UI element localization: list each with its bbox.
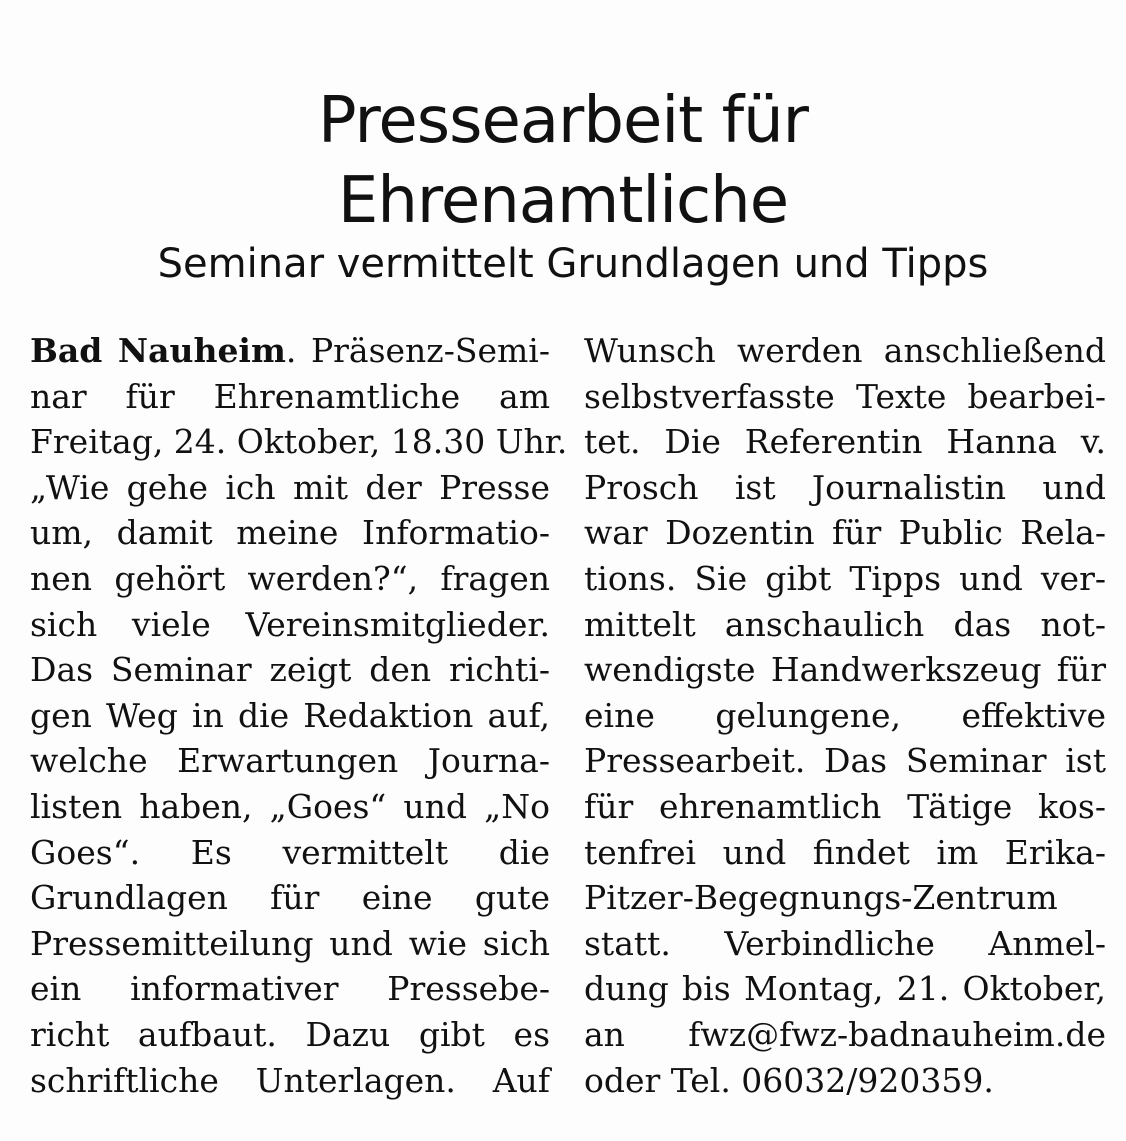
right-line-11: für ehrenamtlich Tätige kos- <box>584 786 1106 826</box>
right-line-8: wendigste Handwerkszeug für <box>584 650 1106 690</box>
right-line-1: Wunsch werden anschließend <box>584 331 1106 370</box>
left-line-8: Das Seminar zeigt den richti- <box>30 650 550 690</box>
left-line-4: „Wie gehe ich mit der Presse <box>30 467 550 507</box>
right-line-16: an fwz@fwz-badnauheim.de <box>584 1014 1106 1054</box>
left-line-16: richt aufbaut. Dazu gibt es <box>30 1014 550 1054</box>
right-line-15: dung bis Montag, 21. Oktober, <box>584 969 1106 1009</box>
right-line-5: war Dozentin für Public Rela- <box>584 513 1106 553</box>
left-line-7: sich viele Vereinsmitglieder. <box>30 604 550 644</box>
right-line-9: eine gelungene, effektive <box>584 695 1106 735</box>
article-column-right <box>584 328 1106 1103</box>
left-line-1 <box>30 328 550 374</box>
left-line-9: gen Weg in die Redaktion auf, <box>30 695 550 735</box>
headline <box>0 81 1126 241</box>
right-line-3: tet. Die Referentin Hanna v. <box>584 422 1106 462</box>
right-line-13: Pitzer-Begegnungs-Zentrum <box>584 878 1058 918</box>
lead-text: . Präsenz-Semi- <box>285 331 550 370</box>
left-line-2: nar für Ehrenamtliche am <box>30 376 550 416</box>
article-column-left <box>30 328 568 1103</box>
right-line-10: Pressearbeit. Das Seminar ist <box>584 741 1106 781</box>
left-line-6: nen gehört werden?“, fragen <box>30 558 550 598</box>
left-line-3: Freitag, 24. Oktober, 18.30 Uhr. <box>30 422 568 462</box>
headline-line-2: Ehrenamtliche <box>337 163 789 238</box>
left-line-13: Grundlagen für eine gute <box>30 878 550 918</box>
left-line-12: Goes“. Es vermittelt die <box>30 832 550 872</box>
subheadline: Seminar vermittelt Grundlagen und Tipps <box>157 241 989 287</box>
left-line-10: welche Erwartungen Journa- <box>30 741 550 781</box>
right-line-14: statt. Verbindliche Anmel- <box>584 923 1106 963</box>
left-line-17: schriftliche Unterlagen. Auf <box>30 1060 550 1100</box>
left-line-5: um, damit meine Informatio- <box>30 513 550 553</box>
left-line-11: listen haben, „Goes“ und „No <box>30 786 550 826</box>
right-line-2: selbstverfasste Texte bearbei- <box>584 376 1106 416</box>
right-line-4: Prosch ist Journalistin und <box>584 467 1106 507</box>
headline-line-1: Pressearbeit für <box>318 83 808 158</box>
left-line-14: Pressemitteilung und wie sich <box>30 923 550 963</box>
right-line-12: tenfrei und findet im Erika- <box>584 832 1106 872</box>
dateline: Bad Nauheim <box>30 331 286 370</box>
right-line-7: mittelt anschaulich das not- <box>584 604 1106 644</box>
right-line-17: oder Tel. 06032/920359. <box>584 1060 994 1100</box>
right-line-6: tions. Sie gibt Tipps und ver- <box>584 558 1106 598</box>
left-line-15: ein informativer Pressebe- <box>30 969 550 1009</box>
